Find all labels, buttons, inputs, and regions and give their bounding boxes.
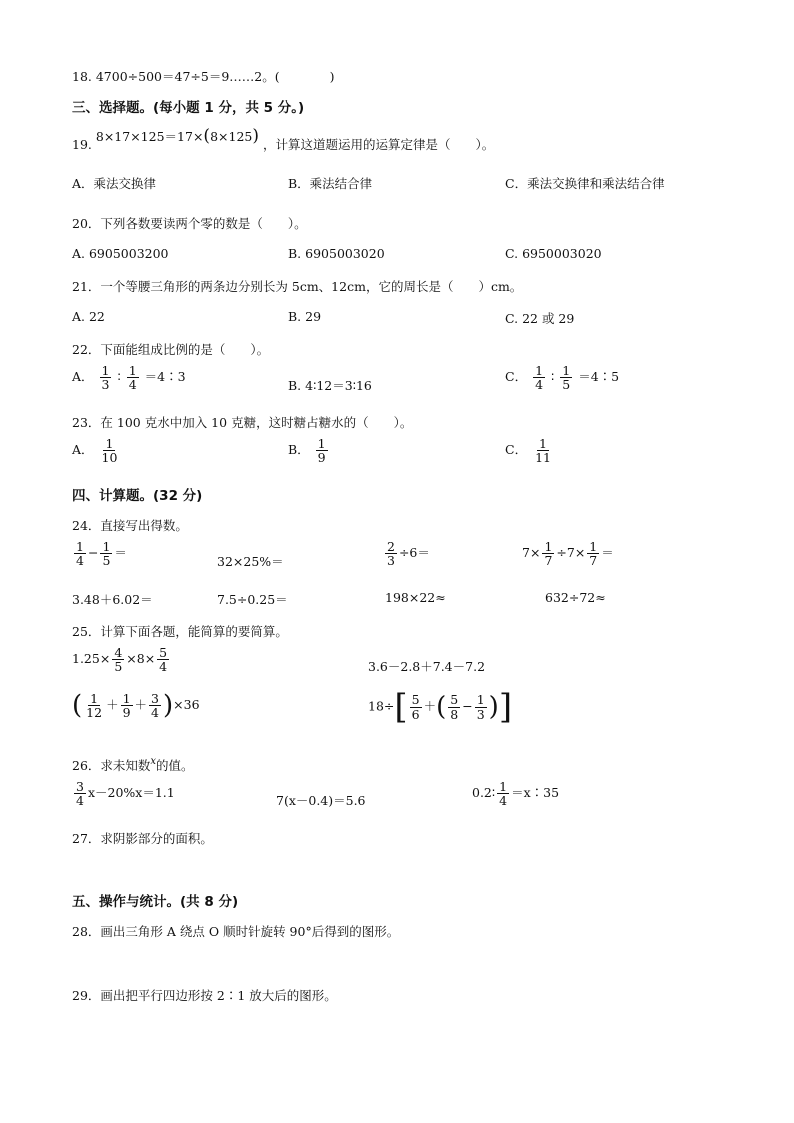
q19-option-c: C．乘法交换律和乘法结合律 bbox=[505, 176, 665, 191]
q19-text: ，计算这道题运用的运算定律是（ ）。 bbox=[262, 137, 495, 152]
q20-option-c: C. 6950003020 bbox=[505, 246, 602, 261]
q23-option-b: B． $\frac{1}{9}$ bbox=[288, 436, 326, 466]
q22-a-rest: ＝4∶3 bbox=[144, 369, 186, 385]
question-25: 25．计算下面各题，能简算的要简算。 bbox=[72, 624, 288, 639]
section-4-title: 四、计算题。(32 分) bbox=[72, 488, 203, 504]
q26-expr-2: 7(x－0.4)＝5.6 bbox=[276, 793, 366, 808]
q26-expr-3: 0.2∶ $\frac{1}{4}$ ＝x∶35 bbox=[472, 779, 560, 809]
q24-expr-2: 32×25%＝ bbox=[217, 554, 284, 569]
question-22: 22．下面能组成比例的是（ ）。 bbox=[72, 342, 270, 357]
q21-option-b: B. 29 bbox=[288, 309, 322, 324]
question-19 bbox=[72, 126, 495, 154]
q22-a-frac2: $\frac{1}{4}$ bbox=[128, 363, 137, 393]
q19-option-a: A．乘法交换律 bbox=[72, 176, 157, 191]
q19-expr-left: 8×17×125＝17× bbox=[95, 129, 204, 144]
question-29: 29．画出把平行四边形按 2∶1 放大后的图形。 bbox=[72, 988, 337, 1003]
q22-c-frac1: $\frac{1}{4}$ bbox=[535, 363, 544, 393]
q22-option-b: B. 4∶12＝3∶16 bbox=[288, 378, 372, 393]
question-26: 26．求未知数$^x$的值。 bbox=[72, 756, 194, 773]
q22-c-frac2: $\frac{1}{5}$ bbox=[562, 363, 571, 393]
q25-expr-2: 3.6－2.8＋7.4－7.2 bbox=[368, 659, 486, 674]
q19-expr-paren: 8×125 bbox=[210, 129, 253, 144]
q26-expr-1: $\frac{3}{4}$ x－20%x＝1.1 bbox=[76, 779, 175, 809]
q22-a-frac1: $\frac{1}{3}$ bbox=[101, 363, 110, 393]
q24-expr-5: 3.48＋6.02＝ bbox=[72, 592, 153, 607]
q22-c-rest: ＝4∶5 bbox=[578, 369, 620, 385]
q21-option-a: A. 22 bbox=[72, 309, 105, 324]
question-27: 27．求阴影部分的面积。 bbox=[72, 831, 213, 846]
q24-expr-3: $\frac{2}{3}$ ÷6＝ bbox=[387, 539, 430, 569]
q20-option-a: A. 6905003200 bbox=[72, 246, 169, 261]
q19-expression: 8×17×125＝17×(8×125) bbox=[95, 126, 259, 146]
q22-option-c bbox=[505, 364, 619, 391]
section-5-title: 五、操作与统计。(共 8 分) bbox=[72, 894, 239, 910]
q23-option-c: C． $\frac{1}{11}$ bbox=[505, 436, 551, 466]
question-21: 21．一个等腰三角形的两条边分别长为 5cm、12cm，它的周长是（ ）cm。 bbox=[72, 279, 523, 294]
q22-a-sep: ∶ bbox=[117, 369, 121, 385]
question-24: 24．直接写出得数。 bbox=[72, 518, 188, 533]
q25-expr-4: 18÷[ $\frac{5}{6}$ ＋( $\frac{5}{8}$ − $\frac{1}{3}$ )] bbox=[368, 687, 513, 727]
q25-expr-1: 1.25× $\frac{4}{5}$ ×8× $\frac{5}{4}$ bbox=[72, 645, 168, 675]
q25-expr-3: ( $\frac{1}{12}$ ＋ $\frac{1}{9}$ ＋ $\frac{3}{4}$ )×36 bbox=[72, 690, 200, 721]
q19-option-b: B．乘法结合律 bbox=[288, 176, 373, 191]
q23-c-frac: $\frac{1}{11}$ bbox=[535, 436, 551, 466]
question-28: 28．画出三角形 A 绕点 O 顺时针旋转 90°后得到的图形。 bbox=[72, 924, 400, 939]
question-20: 20．下列各数要读两个零的数是（ ）。 bbox=[72, 216, 307, 231]
q23-b-frac: $\frac{1}{9}$ bbox=[317, 436, 326, 466]
q21-option-c: C. 22 或 29 bbox=[505, 311, 575, 326]
q22-a-label: A． bbox=[72, 369, 94, 385]
q22-c-sep: ∶ bbox=[551, 369, 555, 385]
question-23: 23．在 100 克水中加入 10 克糖，这时糖占糖水的（ ）。 bbox=[72, 415, 413, 430]
q24-expr-1: $\frac{1}{4}$ − $\frac{1}{5}$ ＝ bbox=[76, 539, 127, 569]
q19-number: 19. bbox=[72, 137, 92, 152]
q20-option-b: B. 6905003020 bbox=[288, 246, 385, 261]
section-3-title: 三、选择题。(每小题 1 分，共 5 分。) bbox=[72, 100, 305, 116]
q24-expr-4: 7× $\frac{1}{7}$ ÷7× $\frac{1}{7}$ ＝ bbox=[522, 539, 614, 569]
question-18: 18. 4700÷500＝47÷5＝9……2。( ) bbox=[72, 69, 335, 84]
q24-expr-6: 7.5÷0.25＝ bbox=[217, 592, 288, 607]
q23-option-a: A． $\frac{1}{10}$ bbox=[72, 436, 118, 466]
q24-expr-8: 632÷72≈ bbox=[545, 590, 606, 605]
q22-c-label: C． bbox=[505, 369, 528, 385]
q24-expr-7: 198×22≈ bbox=[385, 590, 446, 605]
q23-a-frac: $\frac{1}{10}$ bbox=[101, 436, 118, 466]
q22-option-a bbox=[72, 364, 186, 391]
